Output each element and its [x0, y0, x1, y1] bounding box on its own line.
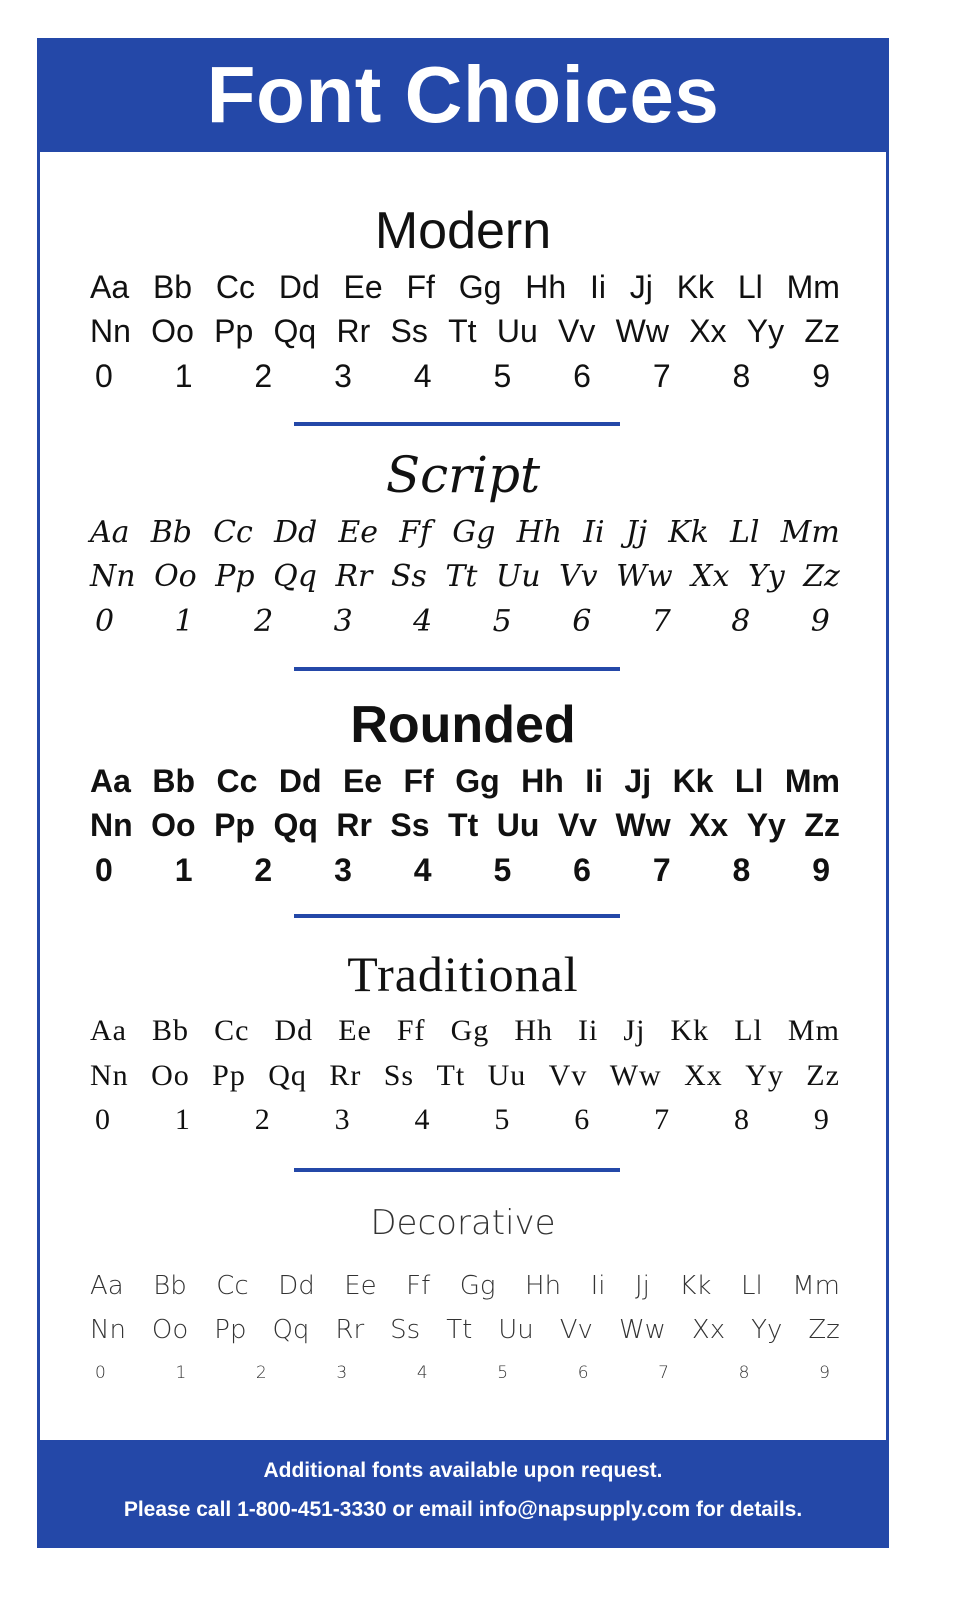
section-title-rounded: Rounded [350, 696, 576, 754]
letter-pair-sample: Xx [691, 559, 730, 594]
section-title-decorative: Decorative [370, 1203, 556, 1243]
letter-pair-sample: Gg [450, 1014, 490, 1047]
letter-pair-sample: Dd [278, 1271, 315, 1301]
letter-pair-sample: Ee [338, 515, 379, 550]
digit-sample: 9 [812, 358, 830, 394]
letter-pair-sample: Aa [90, 515, 130, 550]
letter-pair-sample: Ee [344, 1271, 377, 1301]
section-title-modern: Modern [374, 202, 552, 260]
letter-pair-sample: Xx [684, 1059, 723, 1092]
section-divider [294, 422, 620, 426]
letter-pair-sample: Uu [496, 807, 540, 843]
digit-sample: 0 [95, 1363, 106, 1383]
letter-pair-sample: Tt [448, 807, 479, 843]
letter-pair-sample: Ii [585, 763, 603, 799]
digit-sample: 3 [334, 1103, 351, 1136]
letter-pair-sample: Ff [399, 515, 432, 550]
letter-pair-sample: Rr [336, 313, 371, 349]
section-modern-digits-row [95, 358, 830, 395]
letter-pair-sample: Aa [90, 763, 131, 799]
section-rounded-letters-row-2 [90, 807, 840, 844]
letter-pair-sample: Yy [746, 313, 785, 349]
section-title-traditional: Traditional [347, 946, 579, 1002]
letter-pair-sample: Oo [151, 313, 194, 349]
digit-sample: 4 [413, 358, 432, 394]
digit-sample: 6 [574, 1103, 591, 1136]
digit-sample: 4 [416, 1363, 428, 1383]
letter-pair-sample: Ee [338, 1014, 372, 1047]
digit-sample: 1 [174, 358, 193, 394]
digit-sample: 6 [577, 1363, 589, 1383]
digit-sample: 9 [813, 1103, 830, 1136]
letter-pair-sample: Ww [615, 807, 671, 843]
digit-sample: 3 [334, 358, 352, 394]
letter-pair-sample: Zz [804, 807, 840, 843]
letter-pair-sample: Nn [90, 807, 133, 843]
digit-sample: 6 [573, 852, 591, 888]
digit-sample: 0 [95, 852, 113, 888]
letter-pair-sample: Ll [734, 763, 764, 799]
letter-pair-sample: Pp [212, 1059, 246, 1092]
digit-sample: 6 [572, 604, 592, 639]
section-traditional-digits-row [95, 1103, 830, 1137]
digit-sample: 0 [95, 1103, 111, 1136]
letter-pair-sample: Hh [516, 515, 563, 550]
letter-pair-sample: Zz [804, 313, 840, 349]
letter-pair-sample: Pp [214, 313, 254, 349]
digit-sample: 9 [812, 852, 830, 888]
letter-pair-sample: Jj [625, 515, 648, 550]
digit-sample: 8 [738, 1363, 750, 1383]
letter-pair-sample: Cc [214, 1014, 250, 1047]
letter-pair-sample: Ss [390, 807, 430, 843]
digit-sample: 8 [732, 358, 751, 394]
letter-pair-sample: Hh [525, 1271, 562, 1301]
digit-sample: 7 [658, 1363, 669, 1383]
section-script-letters-row-2 [90, 559, 840, 594]
letter-pair-sample: Uu [496, 313, 538, 349]
digit-sample: 3 [333, 604, 353, 639]
letter-pair-sample: Zz [808, 1315, 840, 1345]
letter-pair-sample: Ss [390, 559, 427, 594]
digit-sample: 3 [334, 852, 352, 888]
letter-pair-sample: Mm [792, 1271, 840, 1301]
letter-pair-sample: Cc [216, 1271, 249, 1301]
digit-sample: 7 [651, 604, 671, 639]
letter-pair-sample: Nn [90, 1059, 129, 1092]
digit-sample: 7 [652, 358, 671, 394]
letter-pair-sample: Vv [557, 807, 597, 843]
letter-pair-sample: Qq [273, 559, 317, 594]
digit-sample: 1 [174, 604, 194, 639]
letter-pair-sample: Yy [746, 807, 786, 843]
letter-pair-sample: Aa [90, 1271, 124, 1301]
letter-pair-sample: Ss [390, 313, 428, 349]
letter-pair-sample: Rr [335, 559, 373, 594]
letter-pair-sample: Vv [558, 313, 596, 349]
letter-pair-sample: Gg [455, 763, 500, 799]
letter-pair-sample: Kk [670, 1014, 710, 1047]
letter-pair-sample: Aa [90, 269, 130, 305]
digit-sample: 2 [254, 358, 273, 394]
digit-sample: 8 [734, 1103, 750, 1136]
letter-pair-sample: Jj [634, 1271, 650, 1301]
letter-pair-sample: Tt [436, 1059, 466, 1092]
letter-pair-sample: Cc [213, 515, 253, 550]
letter-pair-sample: Oo [154, 559, 197, 594]
digit-sample: 5 [497, 1363, 509, 1383]
letter-pair-sample: Uu [498, 1315, 534, 1345]
letter-pair-sample: Yy [751, 1315, 783, 1345]
letter-pair-sample: Pp [214, 1315, 247, 1345]
footer-line-request: Additional fonts available upon request. [263, 1459, 663, 1482]
letter-pair-sample: Rr [335, 1315, 365, 1345]
letter-pair-sample: Oo [151, 1315, 189, 1345]
digit-sample: 2 [254, 1103, 271, 1136]
letter-pair-sample: Tt [445, 559, 478, 594]
letter-pair-sample: Qq [268, 1059, 307, 1092]
digit-sample: 6 [573, 358, 591, 394]
digit-sample: 1 [174, 1103, 191, 1136]
letter-pair-sample: Qq [273, 313, 317, 349]
letter-pair-sample: Kk [668, 515, 709, 550]
digit-sample: 5 [493, 852, 512, 888]
letter-pair-sample: Ii [590, 1271, 606, 1301]
section-decorative-letters-row-1 [90, 1271, 840, 1301]
letter-pair-sample: Tt [448, 313, 477, 349]
letter-pair-sample: Bb [152, 763, 196, 799]
letter-pair-sample: Dd [274, 1014, 314, 1047]
letter-pair-sample: Oo [151, 1059, 190, 1092]
digit-sample: 4 [413, 852, 432, 888]
letter-pair-sample: Ii [578, 1014, 599, 1047]
digit-sample: 7 [652, 852, 671, 888]
letter-pair-sample: Hh [514, 1014, 553, 1047]
letter-pair-sample: Xx [691, 1315, 726, 1345]
letter-pair-sample: Bb [153, 1271, 187, 1301]
letter-pair-sample: Kk [672, 763, 714, 799]
letter-pair-sample: Ff [403, 763, 434, 799]
digit-sample: 2 [255, 1363, 267, 1383]
letter-pair-sample: Rr [329, 1059, 362, 1092]
letter-pair-sample: Vv [559, 559, 598, 594]
letter-pair-sample: Ff [406, 1271, 431, 1301]
digit-sample: 7 [654, 1103, 671, 1136]
letter-pair-sample: Vv [559, 1315, 593, 1345]
letter-pair-sample: Kk [679, 1271, 712, 1301]
digit-sample: 0 [95, 604, 115, 639]
letter-pair-sample: Dd [274, 515, 318, 550]
letter-pair-sample: Dd [278, 763, 322, 799]
letter-pair-sample: Uu [487, 1059, 527, 1092]
letter-pair-sample: Jj [623, 1014, 646, 1047]
letter-pair-sample: Nn [90, 313, 131, 349]
digit-sample: 0 [95, 358, 113, 394]
letter-pair-sample: Ww [618, 1315, 666, 1345]
letter-pair-sample: Ii [583, 515, 605, 550]
digit-sample: 8 [732, 852, 751, 888]
letter-pair-sample: Ss [390, 1315, 421, 1345]
letter-pair-sample: Ff [396, 1014, 426, 1047]
letter-pair-sample: Cc [215, 269, 256, 305]
letter-pair-sample: Bb [152, 269, 193, 305]
letter-pair-sample: Cc [216, 763, 258, 799]
letter-pair-sample: Gg [452, 515, 496, 550]
letter-pair-sample: Xx [689, 313, 727, 349]
letter-pair-sample: Ll [740, 1271, 763, 1301]
letter-pair-sample: Ss [383, 1059, 415, 1092]
section-modern-letters-row-2 [90, 313, 840, 350]
letter-pair-sample: Ww [616, 559, 673, 594]
letter-pair-sample: Pp [214, 807, 255, 843]
footer-line-contact: Please call 1-800-451-3330 or email info@napsupply.com for details. [123, 1498, 803, 1521]
letter-pair-sample: Ww [609, 1059, 662, 1092]
letter-pair-sample: Pp [215, 559, 255, 594]
letter-pair-sample: Hh [521, 763, 564, 799]
section-title-script: Script [385, 446, 541, 504]
section-script-digits-row [95, 604, 830, 639]
section-traditional-letters-row-2 [90, 1059, 840, 1093]
section-modern-letters-row-1 [90, 269, 840, 306]
digit-sample: 4 [414, 1103, 431, 1136]
letter-pair-sample: Jj [629, 269, 653, 305]
letter-pair-sample: Mm [786, 269, 840, 305]
letter-pair-sample: Ll [737, 269, 763, 305]
section-traditional-letters-row-1 [90, 1014, 840, 1048]
letter-pair-sample: Vv [548, 1059, 588, 1092]
letter-pair-sample: Jj [624, 763, 652, 799]
section-divider [294, 914, 620, 918]
letter-pair-sample: Yy [745, 1059, 784, 1092]
letter-pair-sample: Ee [343, 269, 383, 305]
letter-pair-sample: Aa [90, 1014, 127, 1047]
letter-pair-sample: Mm [784, 763, 840, 799]
letter-pair-sample: Yy [747, 559, 785, 594]
digit-sample: 1 [174, 852, 193, 888]
section-rounded-letters-row-1 [90, 763, 840, 800]
letter-pair-sample: Mm [787, 1014, 840, 1047]
digit-sample: 5 [494, 1103, 511, 1136]
letter-pair-sample: Nn [90, 559, 136, 594]
letter-pair-sample: Gg [459, 1271, 496, 1301]
digit-sample: 9 [819, 1363, 830, 1383]
letter-pair-sample: Kk [676, 269, 715, 305]
section-rounded-digits-row [95, 852, 830, 889]
digit-sample: 1 [175, 1363, 187, 1383]
letter-pair-sample: Bb [152, 1014, 190, 1047]
digit-sample: 9 [810, 604, 830, 639]
letter-pair-sample: Zz [803, 559, 840, 594]
letter-pair-sample: Qq [272, 1315, 310, 1345]
footer-banner [37, 1440, 889, 1548]
digit-sample: 2 [254, 852, 273, 888]
letter-pair-sample: Rr [336, 807, 372, 843]
letter-pair-sample: Tt [446, 1315, 473, 1345]
letter-pair-sample: Ee [342, 763, 383, 799]
letter-pair-sample: Ww [615, 313, 669, 349]
letter-pair-sample: Hh [525, 269, 567, 305]
letter-pair-sample: Nn [90, 1315, 126, 1345]
page-title: Font Choices [37, 38, 889, 152]
letter-pair-sample: Dd [278, 269, 320, 305]
letter-pair-sample: Ll [734, 1014, 763, 1047]
section-decorative-digits-row [95, 1363, 830, 1383]
section-decorative-letters-row-2 [90, 1315, 840, 1345]
letter-pair-sample: Ff [406, 269, 435, 305]
letter-pair-sample: Xx [689, 807, 729, 843]
letter-pair-sample: Ii [589, 269, 606, 305]
digit-sample: 5 [492, 604, 512, 639]
letter-pair-sample: Bb [150, 515, 192, 550]
section-divider [294, 667, 620, 671]
font-choices-card [37, 38, 889, 1548]
digit-sample: 8 [731, 604, 751, 639]
digit-sample: 5 [493, 358, 512, 394]
letter-pair-sample: Oo [151, 807, 196, 843]
digit-sample: 3 [336, 1363, 348, 1383]
digit-sample: 4 [413, 604, 433, 639]
letter-pair-sample: Ll [730, 515, 760, 550]
section-divider [294, 1168, 620, 1172]
letter-pair-sample: Gg [458, 269, 502, 305]
letter-pair-sample: Mm [780, 515, 840, 550]
letter-pair-sample: Zz [806, 1059, 840, 1092]
letter-pair-sample: Qq [273, 807, 318, 843]
section-script-letters-row-1 [90, 515, 840, 550]
letter-pair-sample: Uu [495, 559, 541, 594]
digit-sample: 2 [254, 604, 274, 639]
